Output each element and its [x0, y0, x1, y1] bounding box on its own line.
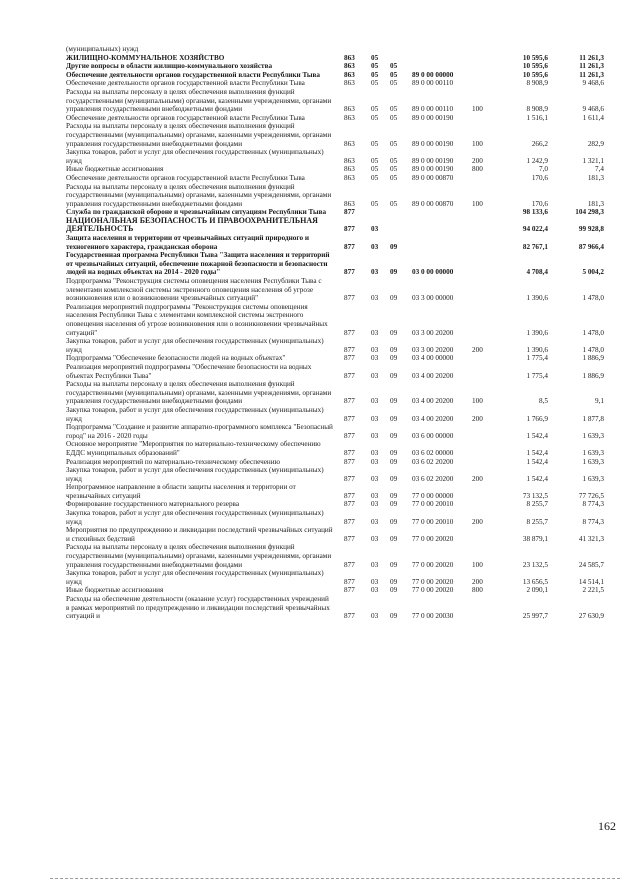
cell-target-article: 89 0 00 00870 [412, 173, 454, 182]
row-description: Подпрограмма "Создание и развитие аппаратно-программного комплекса "Безопасный город" на 2016 - 2020 годы [66, 423, 333, 440]
cell-ministry-code: 877 [344, 491, 355, 500]
cell-target-article: 03 6 02 00000 [412, 448, 454, 457]
cell-target-article: 77 0 00 20010 [412, 500, 454, 509]
table-row [66, 586, 612, 595]
cell-amount-year-1: 8 255,7 [526, 517, 548, 526]
cell-amount-year-2: 87 966,4 [578, 242, 604, 251]
cell-subsection-code: 09 [390, 586, 398, 595]
table-row [66, 88, 612, 114]
row-description: Закупка товаров, работ и услуг для обеспечения государственных (муниципальных) нужд [66, 405, 324, 423]
cell-section-code: 05 [371, 165, 379, 174]
cell-amount-year-2: 99 928,8 [578, 225, 604, 234]
cell-amount-year-2: 11 261,3 [579, 53, 604, 62]
cell-amount-year-2: 282,9 [587, 139, 604, 148]
cell-ministry-code: 877 [344, 517, 355, 526]
cell-amount-year-2: 1 478,0 [582, 345, 604, 354]
cell-target-article: 03 6 00 00000 [412, 431, 454, 440]
cell-section-code: 03 [371, 612, 379, 621]
cell-amount-year-1: 1 775,4 [526, 354, 548, 363]
cell-ministry-code: 863 [344, 113, 355, 122]
cell-amount-year-2: 77 726,5 [578, 491, 604, 500]
table-row [66, 466, 612, 483]
cell-amount-year-1: 1 516,1 [526, 113, 548, 122]
table-row [66, 79, 612, 88]
row-description: Закупка товаров, работ и услуг для обеспечения государственных (муниципальных) нужд [66, 337, 324, 354]
cell-section-code: 03 [371, 577, 379, 586]
table-row [66, 148, 612, 165]
cell-section-code: 03 [371, 268, 379, 277]
table-row [66, 440, 612, 457]
table-row [66, 569, 612, 586]
cell-ministry-code: 877 [344, 586, 355, 595]
cell-amount-year-2: 2 221,5 [582, 586, 604, 595]
cell-amount-year-2: 9 468,6 [582, 79, 604, 88]
cell-amount-year-1: 266,2 [531, 139, 548, 148]
cell-amount-year-1: 1 775,4 [526, 371, 548, 380]
cell-expense-type: 100 [472, 560, 483, 569]
cell-ministry-code: 863 [344, 156, 355, 165]
row-description: Реализация мероприятий по материально-техническому обеспечению [66, 457, 280, 466]
cell-ministry-code: 877 [344, 431, 355, 440]
cell-amount-year-2: 5 004,2 [582, 268, 604, 277]
cell-ministry-code: 877 [344, 414, 355, 423]
cell-amount-year-1: 10 595,6 [522, 53, 548, 62]
cell-amount-year-1: 1 390,6 [526, 328, 548, 337]
cell-section-code: 03 [371, 448, 379, 457]
cell-target-article: 77 0 00 00000 [412, 491, 454, 500]
cell-amount-year-2: 1 611,4 [582, 113, 604, 122]
cell-amount-year-1: 4 708,4 [526, 268, 548, 277]
row-description: Закупка товаров, работ и услуг для обеспечения государственных (муниципальных) нужд [66, 509, 324, 526]
cell-section-code: 03 [371, 371, 379, 380]
cell-ministry-code: 877 [344, 397, 355, 406]
cell-ministry-code: 877 [344, 500, 355, 509]
cell-target-article: 03 4 00 20200 [412, 371, 454, 380]
cell-section-code: 03 [371, 414, 379, 423]
cell-amount-year-2: 11 261,3 [579, 70, 604, 79]
cell-ministry-code: 863 [344, 199, 355, 208]
cell-amount-year-1: 25 997,7 [522, 612, 548, 621]
cell-target-article: 03 0 00 00000 [412, 268, 454, 277]
table-row [66, 122, 612, 148]
cell-amount-year-2: 9,1 [595, 397, 604, 406]
cell-subsection-code: 09 [390, 371, 398, 380]
cell-subsection-code: 09 [390, 242, 398, 251]
row-description: Закупка товаров, работ и услуг для обеспечения государственных (муниципальных) нужд [66, 148, 324, 165]
cell-subsection-code: 05 [390, 70, 398, 79]
cell-amount-year-2: 1 478,0 [582, 328, 604, 337]
table-row [66, 526, 612, 543]
cell-subsection-code: 05 [390, 173, 398, 182]
cell-amount-year-2: 9 468,6 [582, 105, 604, 114]
cell-target-article: 03 4 00 20200 [412, 414, 454, 423]
cell-target-article: 03 4 00 00000 [412, 354, 454, 363]
cell-expense-type: 200 [472, 577, 483, 586]
cell-amount-year-1: 23 132,5 [522, 560, 548, 569]
cell-amount-year-1: 8 908,9 [526, 79, 548, 88]
budget-table [66, 45, 612, 621]
cell-section-code: 03 [371, 517, 379, 526]
table-row [66, 363, 612, 380]
cell-amount-year-2: 8 774,3 [582, 500, 604, 509]
row-description: Другие вопросы в области жилищно-коммунального хозяйства [66, 62, 273, 71]
cell-amount-year-2: 181,3 [587, 173, 604, 182]
cell-expense-type: 200 [472, 156, 483, 165]
cell-amount-year-1: 170,6 [531, 199, 548, 208]
cell-section-code: 03 [371, 431, 379, 440]
row-description: Расходы на выплаты персоналу в целях обеспечения выполнения функций государственными (муниципальными) органами, казенными учреждениями, органами управления государственными внебюджетными фондами [66, 122, 332, 148]
cell-section-code: 03 [371, 242, 379, 251]
cell-amount-year-2: 1 886,9 [582, 354, 604, 363]
cell-subsection-code: 09 [390, 612, 398, 621]
cell-expense-type: 800 [472, 165, 483, 174]
table-row [66, 251, 612, 277]
cell-section-code: 03 [371, 500, 379, 509]
cell-subsection-code: 05 [390, 165, 398, 174]
row-description: Служба по гражданской обороне и чрезвычайным ситуациям Республики Тыва [66, 208, 327, 217]
cell-amount-year-1: 7,0 [539, 165, 548, 174]
cell-amount-year-1: 1 542,4 [526, 431, 548, 440]
table-row [66, 114, 612, 123]
cell-section-code: 03 [371, 225, 379, 234]
cell-amount-year-1: 13 656,5 [522, 577, 548, 586]
row-description: Иные бюджетные ассигнования [66, 586, 164, 595]
row-description: ЖИЛИЩНО-КОММУНАЛЬНОЕ ХОЗЯЙСТВО [66, 53, 225, 62]
row-description: Обеспечение деятельности органов государственной власти Республики Тыва [66, 79, 305, 88]
row-description: Подпрограмма "Обеспечение безопасности людей на водных объектах" [66, 354, 286, 363]
cell-subsection-code: 09 [390, 294, 398, 303]
cell-target-article: 89 0 00 00000 [412, 70, 454, 79]
table-row [66, 500, 612, 509]
cell-target-article: 89 0 00 00110 [412, 105, 454, 114]
cell-amount-year-2: 11 261,3 [579, 62, 604, 71]
row-description: Защита населения и территории от чрезвычайных ситуаций природного и техногенного характера, гражданская оборона [66, 234, 310, 251]
cell-ministry-code: 863 [344, 173, 355, 182]
row-description: Расходы на обеспечение деятельности (оказание услуг) государственных учреждений в рамках мероприятий по предупреждению и ликвидации последствий чрезвычайных ситуаций и [66, 595, 330, 621]
table-row [66, 45, 612, 54]
cell-target-article: 77 0 00 20020 [412, 586, 454, 595]
table-row [66, 354, 612, 363]
cell-ministry-code: 877 [344, 560, 355, 569]
cell-target-article: 89 0 00 00870 [412, 199, 454, 208]
cell-target-article: 77 0 00 20020 [412, 577, 454, 586]
cell-section-code: 05 [371, 113, 379, 122]
cell-amount-year-1: 170,6 [531, 173, 548, 182]
table-row [66, 458, 612, 467]
table-row [66, 423, 612, 440]
cell-subsection-code: 09 [390, 345, 398, 354]
cell-section-code: 05 [371, 70, 379, 79]
row-description: Реализация мероприятий подпрограммы "Реконструкция системы оповещения населения Республики Тыва с элементами комплексной системы экстренного оповещения населения об угрозе возникновения или о возникновении чрезвычайных ситуаций" [66, 302, 328, 337]
cell-target-article: 03 3 00 20200 [412, 345, 454, 354]
cell-amount-year-1: 10 595,6 [522, 62, 548, 71]
cell-section-code: 05 [371, 139, 379, 148]
cell-amount-year-2: 1 886,9 [582, 371, 604, 380]
cell-subsection-code: 09 [390, 491, 398, 500]
cell-amount-year-2: 1 639,3 [582, 431, 604, 440]
cell-ministry-code: 877 [344, 612, 355, 621]
cell-target-article: 89 0 00 00110 [412, 79, 454, 88]
cell-subsection-code: 09 [390, 268, 398, 277]
cell-section-code: 05 [371, 62, 379, 71]
cell-amount-year-2: 1 321,1 [582, 156, 604, 165]
row-description: (муниципальных) нужд [66, 45, 139, 53]
cell-amount-year-2: 1 639,3 [582, 474, 604, 483]
cell-subsection-code: 05 [390, 139, 398, 148]
table-row [66, 303, 612, 337]
cell-ministry-code: 877 [344, 457, 355, 466]
row-description: Государственная программа Республики Тыва "Защита населения и территорий от чрезвычайных ситуаций, обеспечение пожарной безопасности и безопасности людей на водных объектах на 2014 - 2020 годы" [66, 251, 330, 277]
table-row [66, 71, 612, 80]
cell-subsection-code: 09 [390, 534, 398, 543]
row-description: Расходы на выплаты персоналу в целях обеспечения выполнения функций государственными (муниципальными) органами, казенными учреждениями, органами управления государственными внебюджетными фондами [66, 380, 332, 406]
cell-ministry-code: 877 [344, 371, 355, 380]
cell-target-article: 03 3 00 20200 [412, 328, 454, 337]
cell-subsection-code: 05 [390, 156, 398, 165]
cell-subsection-code: 09 [390, 577, 398, 586]
cell-ministry-code: 877 [344, 354, 355, 363]
row-description: НАЦИОНАЛЬНАЯ БЕЗОПАСНОСТЬ И ПРАВООХРАНИТЕЛЬНАЯ ДЕЯТЕЛЬНОСТЬ [66, 215, 318, 234]
cell-target-article: 03 6 02 20200 [412, 474, 454, 483]
row-description: Обеспечение деятельности органов государственной власти Республики Тыва [66, 173, 305, 182]
cell-ministry-code: 877 [344, 328, 355, 337]
cell-target-article: 89 0 00 00190 [412, 156, 454, 165]
cell-amount-year-1: 38 879,1 [522, 534, 548, 543]
row-description: Формирование государственного материального резерва [66, 500, 240, 509]
cell-amount-year-2: 1 877,8 [582, 414, 604, 423]
cell-amount-year-1: 1 242,9 [526, 156, 548, 165]
cell-ministry-code: 877 [344, 577, 355, 586]
cell-target-article: 03 6 02 20200 [412, 457, 454, 466]
cell-section-code: 05 [371, 156, 379, 165]
cell-subsection-code: 05 [390, 105, 398, 114]
cell-amount-year-1: 1 766,9 [526, 414, 548, 423]
cell-ministry-code: 877 [344, 268, 355, 277]
table-row [66, 183, 612, 209]
cell-subsection-code: 05 [390, 199, 398, 208]
cell-target-article: 89 0 00 00190 [412, 139, 454, 148]
table-row [66, 509, 612, 526]
table-row [66, 380, 612, 406]
cell-amount-year-2: 7,4 [595, 165, 604, 174]
cell-section-code: 05 [371, 173, 379, 182]
cell-subsection-code: 05 [390, 113, 398, 122]
table-row [66, 54, 612, 63]
cell-expense-type: 200 [472, 345, 483, 354]
row-description: Подпрограмма "Реконструкция системы оповещения населения Республики Тыва с элементами комплексной системы экстренного оповещения населения об угрозе возникновения или о возникновении чрезвычайных ситуаций" [66, 277, 322, 303]
cell-target-article: 77 0 00 20030 [412, 612, 454, 621]
cell-ministry-code: 863 [344, 79, 355, 88]
cell-subsection-code: 09 [390, 431, 398, 440]
cell-amount-year-1: 1 542,4 [526, 448, 548, 457]
cell-section-code: 03 [371, 534, 379, 543]
cell-target-article: 03 3 00 00000 [412, 294, 454, 303]
table-row [66, 337, 612, 354]
cell-amount-year-1: 94 022,4 [522, 225, 548, 234]
cell-amount-year-2: 41 321,3 [578, 534, 604, 543]
table-row [66, 174, 612, 183]
cell-subsection-code: 09 [390, 560, 398, 569]
cell-ministry-code: 877 [344, 225, 355, 234]
cell-target-article: 89 0 00 00190 [412, 165, 454, 174]
table-row [66, 165, 612, 174]
cell-section-code: 03 [371, 586, 379, 595]
cell-section-code: 03 [371, 560, 379, 569]
cell-section-code: 05 [371, 105, 379, 114]
cell-amount-year-2: 24 585,7 [578, 560, 604, 569]
cell-subsection-code: 09 [390, 397, 398, 406]
cell-target-article: 03 4 00 20200 [412, 397, 454, 406]
cell-ministry-code: 877 [344, 294, 355, 303]
cell-subsection-code: 05 [390, 79, 398, 88]
row-description: Расходы на выплаты персоналу в целях обеспечения выполнения функций государственными (муниципальными) органами, казенными учреждениями, органами управления государственными внебюджетными фондами [66, 543, 332, 569]
cell-ministry-code: 863 [344, 105, 355, 114]
cell-section-code: 05 [371, 53, 379, 62]
row-description: Закупка товаров, работ и услуг для обеспечения государственных (муниципальных) нужд [66, 466, 324, 483]
cell-section-code: 05 [371, 199, 379, 208]
cell-subsection-code: 09 [390, 328, 398, 337]
cell-ministry-code: 863 [344, 70, 355, 79]
row-description: Обеспечение деятельности органов государственной власти Республики Тыва [66, 70, 320, 79]
page-number: 162 [598, 819, 616, 833]
cell-ministry-code: 863 [344, 165, 355, 174]
cell-amount-year-1: 82 767,1 [522, 242, 548, 251]
cell-ministry-code: 877 [344, 448, 355, 457]
table-row [66, 595, 612, 621]
cell-target-article: 89 0 00 00190 [412, 113, 454, 122]
row-description: Иные бюджетные ассигнования [66, 165, 164, 174]
cell-amount-year-2: 1 639,3 [582, 457, 604, 466]
cell-amount-year-2: 1 639,3 [582, 448, 604, 457]
cell-subsection-code: 09 [390, 414, 398, 423]
cell-ministry-code: 877 [344, 474, 355, 483]
cell-amount-year-1: 1 390,6 [526, 345, 548, 354]
cell-section-code: 03 [371, 397, 379, 406]
bottom-rule [50, 878, 620, 879]
cell-expense-type: 100 [472, 397, 483, 406]
cell-expense-type: 200 [472, 517, 483, 526]
table-row [66, 62, 612, 71]
table-row [66, 543, 612, 569]
cell-expense-type: 200 [472, 474, 483, 483]
cell-ministry-code: 877 [344, 208, 355, 217]
cell-expense-type: 800 [472, 586, 483, 595]
cell-amount-year-2: 27 630,9 [578, 612, 604, 621]
cell-amount-year-2: 104 298,3 [575, 208, 604, 217]
cell-section-code: 03 [371, 474, 379, 483]
cell-expense-type: 200 [472, 414, 483, 423]
table-row [66, 406, 612, 423]
cell-amount-year-1: 8 255,7 [526, 500, 548, 509]
row-description: Основное мероприятие "Мероприятия по материально-техническому обеспечению ЕДДС муниципальных образований" [66, 440, 321, 457]
cell-amount-year-1: 10 595,6 [522, 70, 548, 79]
cell-ministry-code: 877 [344, 534, 355, 543]
cell-amount-year-2: 181,3 [587, 199, 604, 208]
cell-subsection-code: 05 [390, 62, 398, 71]
row-description: Мероприятия по предупреждению и ликвидации последствий чрезвычайных ситуаций и стихийных бедствий [66, 526, 333, 543]
row-description: Обеспечение деятельности органов государственной власти Республики Тыва [66, 113, 305, 122]
row-description: Расходы на выплаты персоналу в целях обеспечения выполнения функций государственными (муниципальными) органами, казенными учреждениями, органами управления государственными внебюджетными фондами [66, 87, 332, 114]
cell-amount-year-1: 2 090,1 [526, 586, 548, 595]
cell-section-code: 05 [371, 79, 379, 88]
cell-section-code: 03 [371, 328, 379, 337]
cell-ministry-code: 863 [344, 53, 355, 62]
cell-target-article: 77 0 00 20010 [412, 517, 454, 526]
cell-expense-type: 100 [472, 199, 483, 208]
table-row [66, 234, 612, 251]
cell-amount-year-2: 1 478,0 [582, 294, 604, 303]
cell-section-code: 03 [371, 294, 379, 303]
row-description: Непрограммное направление в области защиты населения и территории от чрезвычайных ситуаций [66, 483, 296, 500]
cell-amount-year-2: 8 774,3 [582, 517, 604, 526]
table-row [66, 217, 612, 234]
cell-subsection-code: 09 [390, 517, 398, 526]
cell-section-code: 03 [371, 491, 379, 500]
cell-target-article: 77 0 00 20020 [412, 534, 454, 543]
cell-section-code: 03 [371, 345, 379, 354]
row-description: Расходы на выплаты персоналу в целях обеспечения выполнения функций государственными (муниципальными) органами, казенными учреждениями, органами управления государственными внебюджетными фондами [66, 182, 332, 208]
cell-ministry-code: 863 [344, 62, 355, 71]
cell-ministry-code: 877 [344, 345, 355, 354]
cell-ministry-code: 877 [344, 242, 355, 251]
cell-amount-year-1: 8,5 [539, 397, 548, 406]
cell-expense-type: 100 [472, 139, 483, 148]
cell-subsection-code: 09 [390, 500, 398, 509]
cell-target-article: 77 0 00 20020 [412, 560, 454, 569]
cell-subsection-code: 09 [390, 354, 398, 363]
cell-amount-year-1: 73 132,5 [522, 491, 548, 500]
table-row [66, 277, 612, 303]
row-description: Закупка товаров, работ и услуг для обеспечения государственных (муниципальных) нужд [66, 569, 324, 586]
cell-subsection-code: 09 [390, 448, 398, 457]
cell-section-code: 03 [371, 354, 379, 363]
table-row [66, 483, 612, 500]
cell-amount-year-1: 1 542,4 [526, 474, 548, 483]
cell-amount-year-2: 14 514,1 [578, 577, 604, 586]
cell-amount-year-1: 98 133,6 [522, 208, 548, 217]
cell-subsection-code: 09 [390, 474, 398, 483]
cell-amount-year-1: 8 908,9 [526, 105, 548, 114]
cell-amount-year-1: 1 542,4 [526, 457, 548, 466]
cell-expense-type: 100 [472, 105, 483, 114]
row-description: Реализация мероприятий подпрограммы "Обеспечение безопасности на водных объектах Республики Тыва" [66, 362, 312, 380]
cell-section-code: 03 [371, 457, 379, 466]
cell-amount-year-1: 1 390,6 [526, 294, 548, 303]
cell-subsection-code: 09 [390, 457, 398, 466]
cell-ministry-code: 863 [344, 139, 355, 148]
